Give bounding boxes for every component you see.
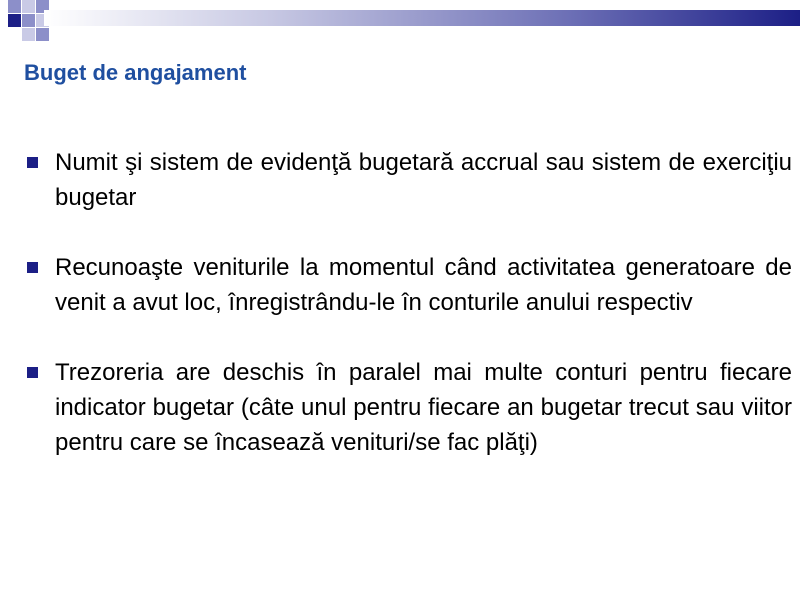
square-bullet-icon — [27, 367, 38, 378]
bullet-text: Numit şi sistem de evidenţă bugetară accrual sau sistem de exerciţiu bugetar — [55, 149, 792, 211]
header-squares-decoration — [0, 0, 64, 52]
square-bullet-icon — [27, 262, 38, 273]
bullet-item — [24, 355, 792, 460]
square-bullet-icon — [27, 157, 38, 168]
bullet-item — [24, 250, 792, 320]
bullet-text: Trezoreria are deschis în paralel mai multe conturi pentru fiecare indicator bugetar (câte unul pentru fiecare an bugetar trecut sau viitor pentru care se încasează venituri/se fac plăţi) — [55, 359, 792, 456]
bullet-text: Recunoaşte veniturile la momentul când activitatea generatoare de venit a avut loc, înregistrându-le în conturile anului respectiv — [55, 254, 792, 316]
header-gradient-bar — [44, 10, 800, 26]
bullet-list — [24, 145, 792, 460]
slide-title: Buget de angajament — [24, 60, 247, 85]
bullet-item — [24, 145, 792, 215]
